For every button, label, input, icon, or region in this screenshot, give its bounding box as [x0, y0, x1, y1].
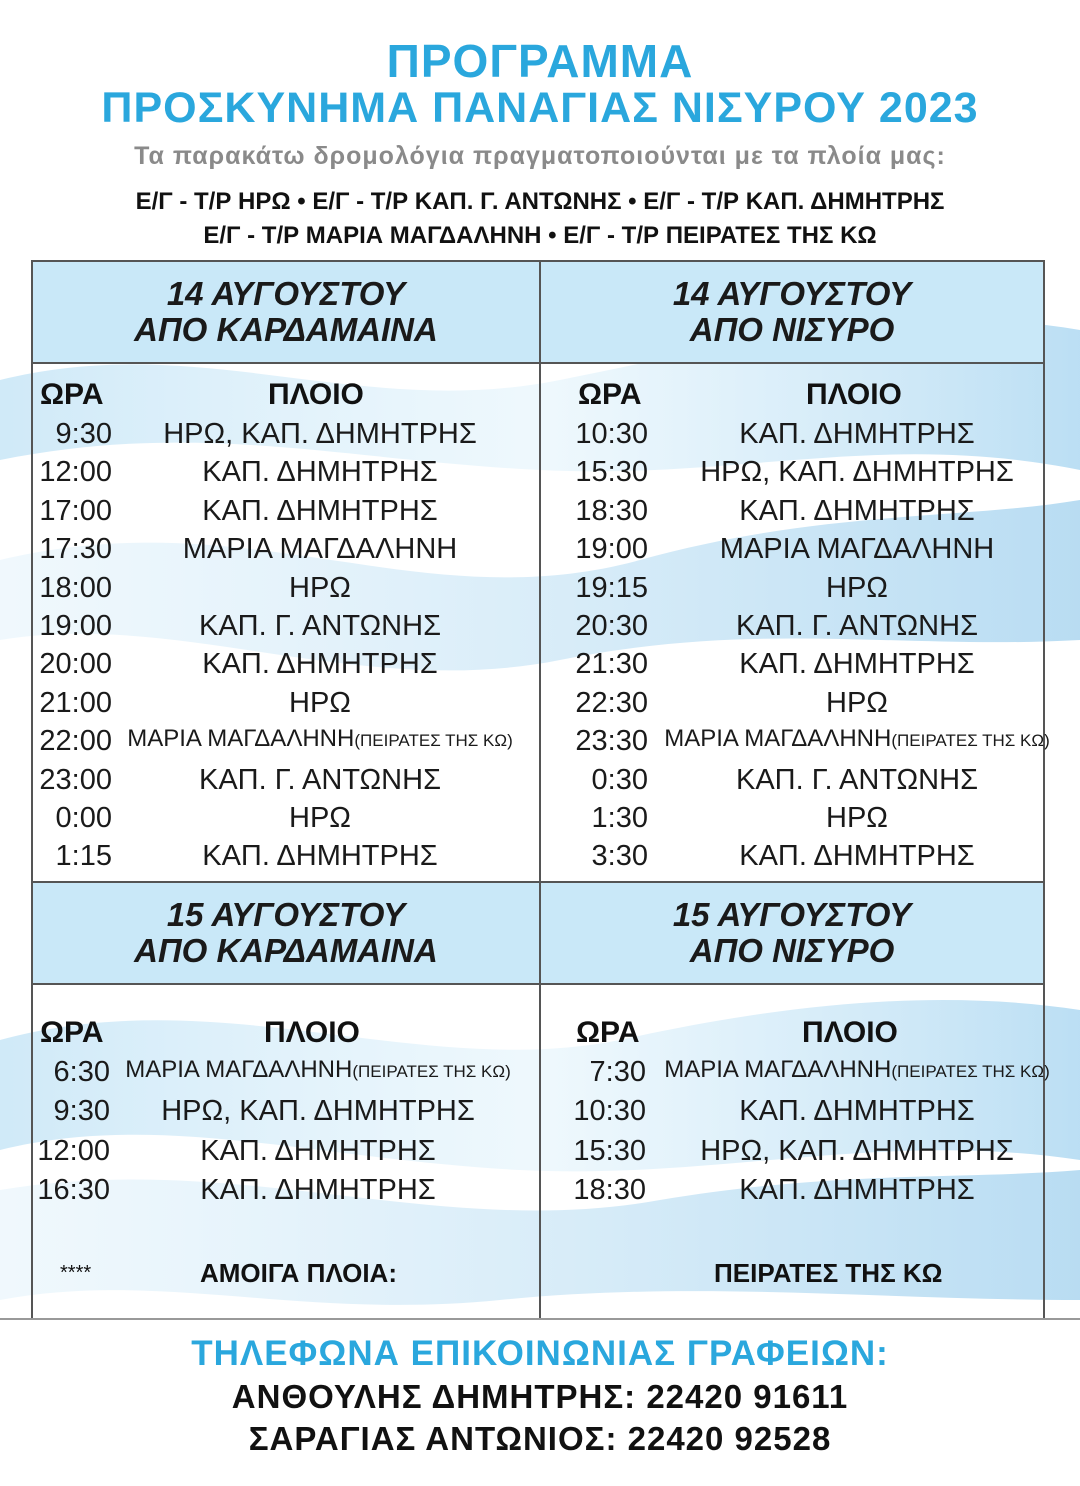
departure-time: 22:00 [39, 725, 112, 758]
ship-name-text: ΚΑΠ. ΔΗΜΗΤΡΗΣ [202, 840, 438, 873]
ship-name [650, 418, 1064, 451]
ship-name [650, 725, 1064, 753]
departure-time: 15:30 [575, 456, 648, 489]
departure-time: 10:30 [575, 418, 648, 450]
ship-name-text: ΚΑΠ. ΔΗΜΗΤΡΗΣ [739, 648, 975, 681]
departure-time: 18:30 [575, 494, 648, 527]
ship-name [650, 840, 1064, 873]
header-aug15-kardamaina [31, 881, 541, 985]
departure-time: 9:30 [55, 418, 112, 450]
contact-title: ΤΗΛΕΦΩΝΑ ΕΠΙΚΟΙΝΩΝΙΑΣ ΓΡΑΦΕΙΩΝ: [191, 1334, 889, 1373]
ship-name-text: ΚΑΠ. ΔΗΜΗΤΡΗΣ [739, 494, 975, 527]
ship-name-text: ΜΑΡΙΑ ΜΑΓΔΑΛΗΝΗ [664, 725, 892, 753]
departure-time: 12:00 [39, 456, 112, 489]
ship-name-text: ΗΡΩ [826, 686, 888, 719]
departure-time: 16:30 [37, 1173, 110, 1206]
ship-name-text: ΜΑΡΙΑ ΜΑΓΔΑΛΗΝΗ [719, 533, 995, 566]
departure-time: 1:30 [591, 802, 648, 834]
ship-name-text: ΗΡΩ [289, 802, 351, 834]
ship-name-text: ΜΑΡΙΑ ΜΑΓΔΑΛΗΝΗ [125, 1056, 353, 1083]
ship-name-text: ΜΑΡΙΑ ΜΑΓΔΑΛΗΝΗ [664, 1056, 892, 1083]
departure-time: 18:00 [39, 571, 112, 604]
schedule-row [0, 648, 1080, 686]
departure-time: 15:30 [573, 1134, 646, 1167]
ship-name-text: ΚΑΠ. ΔΗΜΗΤΡΗΣ [200, 1134, 436, 1167]
schedule-row [0, 610, 1080, 648]
ship-name-text: ΚΑΠ. ΔΗΜΗΤΡΗΣ [200, 1173, 436, 1206]
departure-time: 21:00 [39, 686, 112, 719]
ship-name [650, 456, 1064, 489]
ship-note: (ΠΕΙΡΑΤΕΣ ΤΗΣ ΚΩ) [354, 731, 513, 751]
header-origin: ΑΠΟ ΝΙΣΥΡΟ [689, 932, 895, 969]
departure-time: 10:30 [573, 1095, 646, 1128]
header-origin: ΑΠΟ ΚΑΡΔΑΜΑΙΝΑ [134, 311, 438, 348]
col-ship-header: ΠΛΟΙΟ [264, 1016, 360, 1049]
departure-time: 19:00 [39, 610, 112, 642]
ship-name-text: ΗΡΩ, ΚΑΠ. ΔΗΜΗΤΡΗΣ [163, 418, 477, 450]
departure-time: 20:00 [39, 648, 112, 681]
departure-time: 23:30 [575, 725, 648, 758]
departure-time: 0:00 [55, 802, 112, 834]
header-aug14-kardamaina [31, 260, 541, 364]
ship-name-text: ΚΑΠ. Γ. ΑΝΤΩΝΗΣ [735, 610, 978, 642]
schedule-row [0, 1095, 1080, 1133]
page-title: ΠΡΟΓΡΑΜΜΑ [386, 35, 694, 87]
schedule-row [0, 840, 1080, 878]
ship-name [650, 802, 1064, 835]
ship-name-text: ΚΑΠ. ΔΗΜΗΤΡΗΣ [739, 840, 975, 873]
contact-line-1: ΑΝΘΟΥΛΗΣ ΔΗΜΗΤΡΗΣ: 22420 91611 [231, 1378, 849, 1415]
departure-time: 12:00 [37, 1134, 110, 1167]
header-date: 14 ΑΥΓΟΥΣΤΟΥ [672, 275, 912, 312]
departure-time: 17:30 [39, 533, 112, 566]
schedule-row [0, 802, 1080, 840]
col-ship-header: ΠΛΟΙΟ [268, 378, 364, 411]
ship-name [650, 610, 1064, 643]
ship-name-text: ΚΑΠ. Γ. ΑΝΤΩΝΗΣ [198, 763, 441, 796]
ship-note: (ΠΕΙΡΑΤΕΣ ΤΗΣ ΚΩ) [891, 731, 1050, 751]
ship-name-text: ΗΡΩ [289, 571, 351, 604]
ship-name-text: ΜΑΡΙΑ ΜΑΓΔΑΛΗΝΗ [182, 533, 458, 566]
schedule-row [0, 418, 1080, 456]
ship-name [650, 1095, 1064, 1128]
ship-note: (ΠΕΙΡΑΤΕΣ ΤΗΣ ΚΩ) [352, 1062, 511, 1081]
header-date: 15 ΑΥΓΟΥΣΤΟΥ [672, 896, 912, 933]
departure-time: 23:00 [39, 763, 112, 796]
schedule-row [0, 533, 1080, 571]
ship-name-text: ΚΑΠ. ΔΗΜΗΤΡΗΣ [739, 418, 975, 450]
ship-name [650, 572, 1064, 605]
col-time-header: ΩΡΑ [576, 1016, 640, 1049]
ship-name [650, 495, 1064, 528]
ship-name-text: ΚΑΠ. ΔΗΜΗΤΡΗΣ [202, 648, 438, 681]
departure-time: 18:30 [573, 1173, 646, 1206]
header-aug14-nisyros [539, 260, 1045, 364]
contact-line-2: ΣΑΡΑΓΙΑΣ ΑΝΤΩΝΙΟΣ: 22420 92528 [248, 1420, 832, 1457]
col-ship-header: ΠΛΟΙΟ [806, 378, 902, 411]
ships-list-line1: Ε/Γ - Τ/Ρ ΗΡΩ • Ε/Γ - Τ/Ρ ΚΑΠ. Γ. ΑΝΤΩΝΗΣ • Ε/Γ - Τ/Ρ ΚΑΠ. ΔΗΜΗΤΡΗΣ [135, 188, 945, 215]
col-time-header: ΩΡΑ [578, 378, 642, 411]
departure-time: 20:30 [575, 610, 648, 642]
ship-name-text: ΗΡΩ [826, 571, 888, 604]
ship-name-text: ΚΑΠ. Γ. ΑΝΤΩΝΗΣ [198, 610, 441, 642]
ship-name-text: ΗΡΩ, ΚΑΠ. ΔΗΜΗΤΡΗΣ [161, 1095, 475, 1128]
departure-time: 19:00 [575, 533, 648, 566]
ship-name-text: ΚΑΠ. ΔΗΜΗΤΡΗΣ [739, 1173, 975, 1206]
header-date: 15 ΑΥΓΟΥΣΤΟΥ [166, 896, 406, 933]
ship-name-text: ΗΡΩ [826, 802, 888, 834]
departure-time: 22:30 [575, 686, 648, 719]
departure-time: 21:30 [575, 648, 648, 681]
schedule-row [0, 572, 1080, 610]
ships-list-line2: Ε/Γ - Τ/Ρ ΜΑΡΙΑ ΜΑΓΔΑΛΗΝΗ • Ε/Γ - Τ/Ρ ΠΕΙΡΑΤΕΣ ΤΗΣ ΚΩ [203, 222, 877, 249]
ship-name-text: ΗΡΩ, ΚΑΠ. ΔΗΜΗΤΡΗΣ [700, 456, 1014, 489]
departure-time: 6:30 [53, 1056, 110, 1088]
page-subtitle: ΠΡΟΣΚΥΝΗΜΑ ΠΑΝΑΓΙΑΣ ΝΙΣΥΡΟΥ 2023 [101, 84, 979, 132]
schedule-row [0, 764, 1080, 802]
intro-text: Τα παρακάτω δρομολόγια πραγματοποιούνται με τα πλοία μας: [134, 142, 946, 170]
col-ship-header: ΠΛΟΙΟ [802, 1016, 898, 1049]
schedule-row [0, 1174, 1080, 1212]
col-time-header: ΩΡΑ [40, 1016, 104, 1049]
ship-name-text: ΚΑΠ. ΔΗΜΗΤΡΗΣ [202, 494, 438, 527]
ship-name [650, 1135, 1064, 1168]
header-aug15-nisyros [539, 881, 1045, 985]
ship-name-text: ΚΑΠ. Γ. ΑΝΤΩΝΗΣ [735, 763, 978, 796]
col-time-header: ΩΡΑ [40, 378, 104, 411]
schedule-row [0, 495, 1080, 533]
schedule-row [0, 725, 1080, 763]
departure-time: 19:15 [575, 571, 648, 604]
footnote-value: ΠΕΙΡΑΤΕΣ ΤΗΣ ΚΩ [714, 1258, 943, 1288]
ship-name-text: ΚΑΠ. ΔΗΜΗΤΡΗΣ [739, 1095, 975, 1128]
ship-name [650, 687, 1064, 720]
ship-name-text: ΜΑΡΙΑ ΜΑΓΔΑΛΗΝΗ [127, 725, 355, 753]
ship-name-text: ΗΡΩ [289, 686, 351, 719]
schedule-row [0, 456, 1080, 494]
ship-name-text: ΚΑΠ. ΔΗΜΗΤΡΗΣ [202, 456, 438, 489]
ship-name [650, 533, 1064, 566]
schedule-row [0, 1056, 1080, 1094]
header-origin: ΑΠΟ ΝΙΣΥΡΟ [689, 311, 895, 348]
ship-name [650, 1056, 1064, 1084]
header-origin: ΑΠΟ ΚΑΡΔΑΜΑΙΝΑ [134, 932, 438, 969]
departure-time: 7:30 [589, 1056, 646, 1088]
schedule-row [0, 687, 1080, 725]
departure-time: 9:30 [53, 1095, 110, 1128]
footnote-mark: **** [60, 1262, 92, 1284]
ship-name [650, 648, 1064, 681]
departure-time: 17:00 [39, 494, 112, 527]
departure-time: 0:30 [591, 763, 648, 796]
footer-divider [0, 1318, 1080, 1320]
ship-name [650, 1174, 1064, 1207]
ship-note: (ΠΕΙΡΑΤΕΣ ΤΗΣ ΚΩ) [891, 1062, 1050, 1081]
footnote-label: ΑΜΟΙΓΑ ΠΛΟΙΑ: [200, 1258, 397, 1288]
departure-time: 1:15 [55, 840, 112, 873]
header-date: 14 ΑΥΓΟΥΣΤΟΥ [166, 275, 406, 312]
ship-name-text: ΗΡΩ, ΚΑΠ. ΔΗΜΗΤΡΗΣ [700, 1134, 1014, 1167]
ship-name [650, 764, 1064, 797]
departure-time: 3:30 [591, 840, 648, 873]
schedule-row [0, 1135, 1080, 1173]
